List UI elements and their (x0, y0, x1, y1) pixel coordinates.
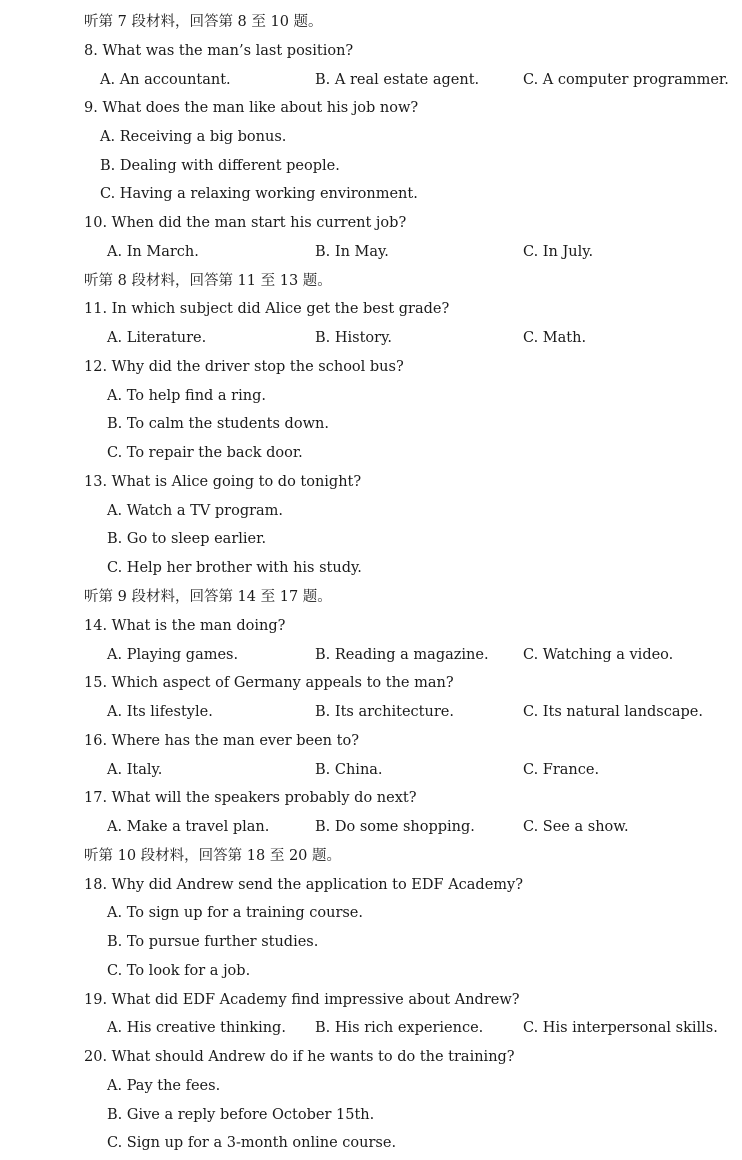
option-18-b: B. To pursue further studies. (107, 934, 319, 950)
option-8-a: A. An accountant. (100, 72, 231, 88)
option-8-b: B. A real estate agent. (315, 72, 480, 88)
option-14-b: B. Reading a magazine. (315, 647, 489, 663)
section-heading: 听第 9 段材料，回答第 14 至 17 题。 (84, 589, 332, 605)
question-14: 14. What is the man doing? (84, 618, 286, 634)
option-15-b: B. Its architecture. (315, 704, 454, 720)
question-19: 19. What did EDF Academy find impressive about Andrew? (84, 992, 520, 1008)
section-heading: 听第 7 段材料，回答第 8 至 10 题。 (84, 14, 323, 30)
option-16-c: C. France. (523, 762, 600, 778)
option-11-b: B. History. (315, 330, 392, 346)
option-13-a: A. Watch a TV program. (107, 503, 284, 519)
question-12: 12. Why did the driver stop the school bus? (84, 359, 404, 375)
option-9-b: B. Dealing with different people. (100, 158, 340, 174)
question-15: 15. Which aspect of Germany appeals to the man? (84, 675, 454, 691)
question-8: 8. What was the man’s last position? (84, 43, 354, 59)
option-15-a: A. Its lifestyle. (107, 704, 213, 720)
option-17-c: C. See a show. (523, 819, 629, 835)
option-20-a: A. Pay the fees. (107, 1078, 221, 1094)
option-20-c: C. Sign up for a 3-month online course. (107, 1135, 397, 1151)
option-16-b: B. China. (315, 762, 383, 778)
option-18-c: C. To look for a job. (107, 963, 251, 979)
question-17: 17. What will the speakers probably do next? (84, 790, 417, 806)
option-8-c: C. A computer programmer. (523, 72, 729, 88)
question-16: 16. Where has the man ever been to? (84, 733, 359, 749)
option-12-a: A. To help find a ring. (107, 388, 266, 404)
option-19-b: B. His rich experience. (315, 1020, 484, 1036)
question-9: 9. What does the man like about his job now? (84, 100, 419, 116)
option-9-c: C. Having a relaxing working environment. (100, 186, 418, 202)
option-19-a: A. His creative thinking. (107, 1020, 286, 1036)
section-heading: 听第 8 段材料，回答第 11 至 13 题。 (84, 273, 332, 289)
option-9-a: A. Receiving a big bonus. (100, 129, 287, 145)
option-19-c: C. His interpersonal skills. (523, 1020, 718, 1036)
question-11: 11. In which subject did Alice get the best grade? (84, 301, 450, 317)
option-10-b: B. In May. (315, 244, 389, 260)
option-18-a: A. To sign up for a training course. (107, 905, 364, 921)
option-14-c: C. Watching a video. (523, 647, 674, 663)
option-15-c: C. Its natural landscape. (523, 704, 703, 720)
option-11-c: C. Math. (523, 330, 587, 346)
option-16-a: A. Italy. (107, 762, 163, 778)
option-10-c: C. In July. (523, 244, 594, 260)
question-13: 13. What is Alice going to do tonight? (84, 474, 362, 490)
option-12-b: B. To calm the students down. (107, 416, 329, 432)
question-18: 18. Why did Andrew send the application to EDF Academy? (84, 877, 524, 893)
option-20-b: B. Give a reply before October 15th. (107, 1107, 375, 1123)
option-12-c: C. To repair the back door. (107, 445, 303, 461)
option-17-b: B. Do some shopping. (315, 819, 475, 835)
option-10-a: A. In March. (107, 244, 199, 260)
question-10: 10. When did the man start his current job? (84, 215, 407, 231)
option-13-c: C. Help her brother with his study. (107, 560, 362, 576)
option-17-a: A. Make a travel plan. (107, 819, 270, 835)
question-20: 20. What should Andrew do if he wants to do the training? (84, 1049, 515, 1065)
option-14-a: A. Playing games. (107, 647, 239, 663)
section-heading: 听第 10 段材料，回答第 18 至 20 题。 (84, 848, 342, 864)
option-11-a: A. Literature. (107, 330, 207, 346)
option-13-b: B. Go to sleep earlier. (107, 531, 267, 547)
